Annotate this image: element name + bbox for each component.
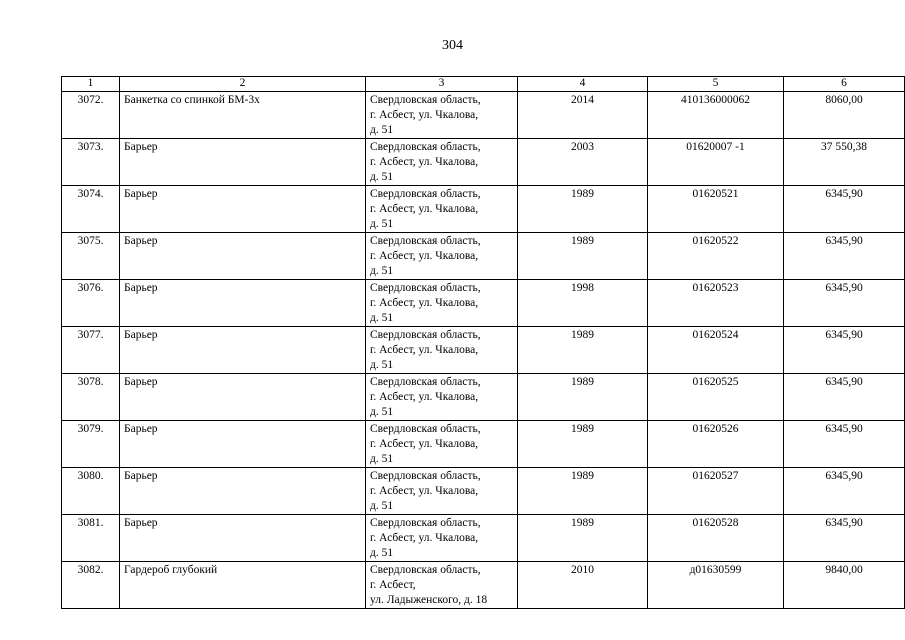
year-cell: 1998	[518, 280, 648, 327]
address-line: Свердловская область,	[370, 376, 481, 388]
item-name-cell: Барьер	[120, 421, 366, 468]
inventory-number-cell: д01630599	[648, 562, 784, 609]
row-number-cell: 3082.	[62, 562, 120, 609]
cost-cell: 6345,90	[784, 468, 905, 515]
table-row	[62, 92, 905, 139]
address-cell	[366, 280, 518, 327]
row-number-cell: 3073.	[62, 139, 120, 186]
address-line: г. Асбест, ул. Чкалова,	[370, 297, 479, 309]
address-line: г. Асбест, ул. Чкалова,	[370, 438, 479, 450]
column-header-5: 5	[648, 77, 784, 92]
year-cell: 1989	[518, 468, 648, 515]
address-line: д. 51	[370, 453, 394, 465]
page-number: 304	[442, 38, 463, 53]
year-cell: 2003	[518, 139, 648, 186]
item-name-cell: Барьер	[120, 280, 366, 327]
address-line: г. Асбест, ул. Чкалова,	[370, 391, 479, 403]
address-line: д. 51	[370, 124, 394, 136]
address-line: Свердловская область,	[370, 423, 481, 435]
address-line: д. 51	[370, 218, 394, 230]
inventory-number-cell: 01620521	[648, 186, 784, 233]
column-header-3: 3	[366, 77, 518, 92]
row-number-cell: 3079.	[62, 421, 120, 468]
address-cell	[366, 186, 518, 233]
cost-cell: 6345,90	[784, 280, 905, 327]
address-line: д. 51	[370, 547, 394, 559]
address-line: Свердловская область,	[370, 329, 481, 341]
row-number-cell: 3074.	[62, 186, 120, 233]
row-number-cell: 3075.	[62, 233, 120, 280]
address-line: Свердловская область,	[370, 188, 481, 200]
table-row	[62, 468, 905, 515]
item-name-cell: Барьер	[120, 327, 366, 374]
address-line: ул. Ладыженского, д. 18	[370, 594, 488, 606]
row-number-cell: 3076.	[62, 280, 120, 327]
table-row	[62, 233, 905, 280]
column-header-2: 2	[120, 77, 366, 92]
address-line: г. Асбест, ул. Чкалова,	[370, 344, 479, 356]
table-row	[62, 186, 905, 233]
address-cell	[366, 421, 518, 468]
item-name-cell: Барьер	[120, 374, 366, 421]
table-row	[62, 515, 905, 562]
address-line: д. 51	[370, 500, 394, 512]
cost-cell: 6345,90	[784, 233, 905, 280]
cost-cell: 6345,90	[784, 374, 905, 421]
cost-cell: 6345,90	[784, 421, 905, 468]
address-line: Свердловская область,	[370, 517, 481, 529]
header-row	[62, 77, 905, 92]
cost-cell: 6345,90	[784, 515, 905, 562]
table-row	[62, 374, 905, 421]
address-line: г. Асбест, ул. Чкалова,	[370, 532, 479, 544]
row-number-cell: 3080.	[62, 468, 120, 515]
table-body	[62, 92, 905, 609]
item-name-cell: Барьер	[120, 515, 366, 562]
address-line: д. 51	[370, 265, 394, 277]
address-line: г. Асбест, ул. Чкалова,	[370, 109, 479, 121]
address-line: д. 51	[370, 359, 394, 371]
row-number-cell: 3081.	[62, 515, 120, 562]
column-header-6: 6	[784, 77, 905, 92]
inventory-number-cell: 01620523	[648, 280, 784, 327]
address-cell	[366, 562, 518, 609]
year-cell: 1989	[518, 186, 648, 233]
cost-cell: 6345,90	[784, 186, 905, 233]
year-cell: 1989	[518, 374, 648, 421]
row-number-cell: 3072.	[62, 92, 120, 139]
year-cell: 2010	[518, 562, 648, 609]
address-line: г. Асбест,	[370, 579, 416, 591]
address-cell	[366, 139, 518, 186]
address-line: Свердловская область,	[370, 235, 481, 247]
table-row	[62, 421, 905, 468]
year-cell: 2014	[518, 92, 648, 139]
table-row	[62, 139, 905, 186]
year-cell: 1989	[518, 327, 648, 374]
cost-cell: 37 550,38	[784, 139, 905, 186]
address-line: д. 51	[370, 406, 394, 418]
address-line: г. Асбест, ул. Чкалова,	[370, 250, 479, 262]
address-line: Свердловская область,	[370, 141, 481, 153]
inventory-number-cell: 01620007 -1	[648, 139, 784, 186]
address-line: г. Асбест, ул. Чкалова,	[370, 156, 479, 168]
year-cell: 1989	[518, 515, 648, 562]
item-name-cell: Барьер	[120, 139, 366, 186]
column-header-4: 4	[518, 77, 648, 92]
year-cell: 1989	[518, 421, 648, 468]
address-line: Свердловская область,	[370, 94, 481, 106]
inventory-number-cell: 410136000062	[648, 92, 784, 139]
address-cell	[366, 468, 518, 515]
year-cell: 1989	[518, 233, 648, 280]
row-number-cell: 3077.	[62, 327, 120, 374]
item-name-cell: Барьер	[120, 186, 366, 233]
address-cell	[366, 374, 518, 421]
inventory-number-cell: 01620522	[648, 233, 784, 280]
item-name-cell: Барьер	[120, 233, 366, 280]
column-header-1: 1	[62, 77, 120, 92]
address-line: Свердловская область,	[370, 470, 481, 482]
inventory-number-cell: 01620524	[648, 327, 784, 374]
item-name-cell: Барьер	[120, 468, 366, 515]
inventory-number-cell: 01620526	[648, 421, 784, 468]
address-line: Свердловская область,	[370, 282, 481, 294]
table-row	[62, 562, 905, 609]
address-line: д. 51	[370, 171, 394, 183]
item-name-cell: Банкетка со спинкой БМ-3х	[120, 92, 366, 139]
address-cell	[366, 327, 518, 374]
address-cell	[366, 233, 518, 280]
cost-cell: 6345,90	[784, 327, 905, 374]
table-row	[62, 327, 905, 374]
inventory-number-cell: 01620525	[648, 374, 784, 421]
cost-cell: 9840,00	[784, 562, 905, 609]
item-name-cell: Гардероб глубокий	[120, 562, 366, 609]
table-header	[62, 77, 905, 92]
address-line: г. Асбест, ул. Чкалова,	[370, 203, 479, 215]
row-number-cell: 3078.	[62, 374, 120, 421]
address-line: д. 51	[370, 312, 394, 324]
address-cell	[366, 515, 518, 562]
inventory-number-cell: 01620528	[648, 515, 784, 562]
address-cell	[366, 92, 518, 139]
address-line: Свердловская область,	[370, 564, 481, 576]
address-line: г. Асбест, ул. Чкалова,	[370, 485, 479, 497]
table-row	[62, 280, 905, 327]
property-registry-table	[61, 76, 905, 609]
inventory-number-cell: 01620527	[648, 468, 784, 515]
cost-cell: 8060,00	[784, 92, 905, 139]
